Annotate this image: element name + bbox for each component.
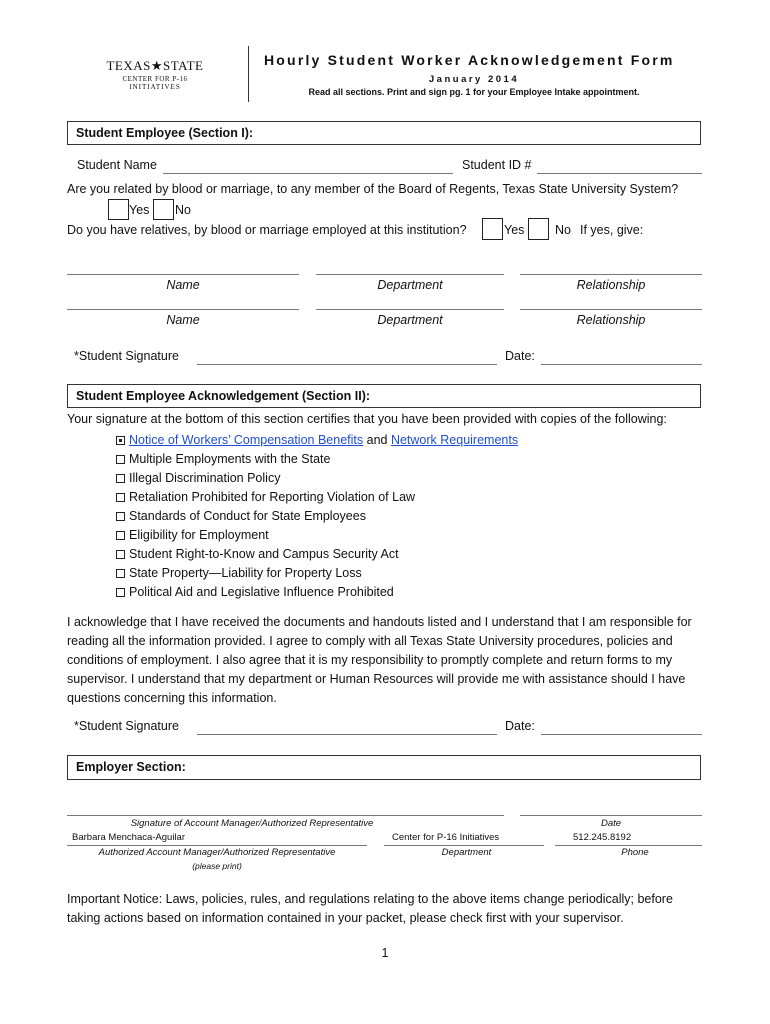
relative-1-name-caption: Name bbox=[166, 278, 200, 292]
relative-2-relationship-field[interactable] bbox=[520, 309, 702, 310]
acknowledgement-paragraph: I acknowledge that I have received the documents and handouts listed and I understand that I am responsible for reading all the information provided. I agree to comply with all Texas State University procedures, policies and conditions of employment. I also agree that it is my responsibility to promptly complete and return forms to my supervisor. I understand that my department or Human Resources will provide me with assistance should I have questions concerning this information. bbox=[67, 615, 692, 705]
department-caption: Department bbox=[441, 847, 492, 858]
employer-section-heading: Employer Section: bbox=[67, 755, 701, 780]
doc-item-checkbox[interactable] bbox=[116, 493, 125, 502]
regents-question: Are you related by blood or marriage, to any member of the Board of Regents, Texas State University System? bbox=[67, 182, 679, 196]
phone-value: 512.245.8192 bbox=[573, 832, 632, 843]
regents-no-checkbox[interactable] bbox=[153, 199, 174, 220]
doc-item-label: Multiple Employments with the State bbox=[129, 452, 331, 466]
logo-wordmark: TEXAS★STATE bbox=[106, 58, 204, 73]
doc-item bbox=[116, 585, 394, 599]
texas-state-logo bbox=[100, 58, 210, 91]
regents-no-label: No bbox=[175, 203, 191, 217]
section-1-signature-label: *Student Signature bbox=[74, 349, 179, 363]
rep-name-value: Barbara Menchaca-Aguilar bbox=[72, 832, 186, 843]
relatives-no-checkbox[interactable] bbox=[528, 218, 549, 240]
relative-2-name-field[interactable] bbox=[67, 309, 299, 310]
logo-subtitle-1: CENTER FOR P-16 bbox=[122, 75, 188, 83]
rep-name-underline bbox=[67, 845, 367, 846]
section-2-signature-label: *Student Signature bbox=[74, 719, 179, 733]
section-1-signature-field[interactable] bbox=[197, 364, 497, 365]
relative-2-department-field[interactable] bbox=[316, 309, 504, 310]
section-2-signature-field[interactable] bbox=[197, 734, 497, 735]
item-and-text: and bbox=[363, 433, 391, 447]
workers-comp-checkbox[interactable] bbox=[116, 436, 125, 445]
doc-item-label: Student Right-to-Know and Campus Security Act bbox=[129, 547, 399, 561]
relatives-question: Do you have relatives, by blood or marriage employed at this institution? bbox=[67, 223, 467, 237]
regents-yes-checkbox[interactable] bbox=[108, 199, 129, 220]
employer-date-caption: Date bbox=[600, 818, 622, 829]
regents-yes-label: Yes bbox=[129, 203, 150, 217]
doc-item-checkbox[interactable] bbox=[116, 455, 125, 464]
form-date: January 2014 bbox=[428, 74, 520, 85]
student-name-field[interactable] bbox=[163, 173, 453, 174]
doc-item-label: Eligibility for Employment bbox=[129, 528, 269, 542]
doc-item-workers-comp bbox=[116, 433, 518, 447]
relative-2-relationship-caption: Relationship bbox=[576, 313, 646, 327]
employer-date-field[interactable] bbox=[520, 815, 702, 816]
doc-item-label: Political Aid and Legislative Influence Prohibited bbox=[129, 585, 394, 599]
logo-subtitle-2: INITIATIVES bbox=[129, 83, 181, 91]
important-notice: Important Notice: Laws, policies, rules, and regulations relating to the above items change periodically; before taking actions based on information contained in your packet, please check first with your supervisor. bbox=[67, 892, 673, 925]
manager-signature-field[interactable] bbox=[67, 815, 504, 816]
phone-underline bbox=[555, 845, 702, 846]
doc-item-label: Standards of Conduct for State Employees bbox=[129, 509, 366, 523]
doc-item-checkbox[interactable] bbox=[116, 474, 125, 483]
doc-item-label: State Property—Liability for Property Loss bbox=[129, 566, 362, 580]
page-number: 1 bbox=[381, 946, 389, 960]
section-1-date-field[interactable] bbox=[541, 364, 702, 365]
doc-item-label: Illegal Discrimination Policy bbox=[129, 471, 281, 485]
section-2-intro: Your signature at the bottom of this section certifies that you have been provided with copies of the following: bbox=[67, 412, 667, 426]
please-print-note: (please print) bbox=[192, 861, 242, 871]
section-2-date-label: Date: bbox=[505, 719, 535, 733]
doc-item bbox=[116, 509, 366, 523]
doc-item bbox=[116, 566, 362, 580]
department-underline bbox=[384, 845, 544, 846]
doc-item-checkbox[interactable] bbox=[116, 550, 125, 559]
doc-item bbox=[116, 547, 399, 561]
doc-item bbox=[116, 471, 280, 485]
relative-1-department-field[interactable] bbox=[316, 274, 504, 275]
if-yes-label: If yes, give: bbox=[580, 223, 644, 237]
doc-item-checkbox[interactable] bbox=[116, 588, 125, 597]
doc-item-checkbox[interactable] bbox=[116, 569, 125, 578]
doc-item bbox=[116, 528, 269, 542]
doc-item-checkbox[interactable] bbox=[116, 512, 125, 521]
header-divider bbox=[248, 46, 249, 102]
relative-1-name-field[interactable] bbox=[67, 274, 299, 275]
student-id-field[interactable] bbox=[537, 173, 702, 174]
relative-1-relationship-caption: Relationship bbox=[576, 278, 646, 292]
relative-2-name-caption: Name bbox=[166, 313, 200, 327]
form-title: Hourly Student Worker Acknowledgement Form bbox=[264, 52, 675, 68]
section-1-heading: Student Employee (Section I): bbox=[67, 121, 701, 145]
student-id-label: Student ID # bbox=[462, 158, 532, 172]
phone-caption: Phone bbox=[621, 847, 649, 858]
workers-comp-link[interactable]: Notice of Workers’ Compensation Benefits bbox=[129, 433, 364, 447]
relatives-no-label: No bbox=[555, 223, 571, 237]
student-name-label: Student Name bbox=[77, 158, 157, 172]
relatives-yes-label: Yes bbox=[504, 223, 525, 237]
doc-item-label: Retaliation Prohibited for Reporting Violation of Law bbox=[129, 490, 416, 504]
section-1-date-label: Date: bbox=[505, 349, 535, 363]
manager-signature-caption: Signature of Account Manager/Authorized Representative bbox=[130, 818, 374, 829]
network-requirements-link[interactable]: Network Requirements bbox=[390, 433, 519, 447]
relative-1-relationship-field[interactable] bbox=[520, 274, 702, 275]
section-2-heading: Student Employee Acknowledgement (Section II): bbox=[67, 384, 701, 408]
relative-2-department-caption: Department bbox=[377, 313, 443, 327]
relatives-yes-checkbox[interactable] bbox=[482, 218, 503, 240]
doc-item-checkbox[interactable] bbox=[116, 531, 125, 540]
doc-item bbox=[116, 490, 415, 504]
section-2-date-field[interactable] bbox=[541, 734, 702, 735]
department-value: Center for P-16 Initiatives bbox=[392, 832, 500, 843]
rep-caption: Authorized Account Manager/Authorized Representative bbox=[98, 847, 336, 858]
doc-item bbox=[116, 452, 330, 466]
relative-1-department-caption: Department bbox=[377, 278, 443, 292]
form-instruction: Read all sections. Print and sign pg. 1 for your Employee Intake appointment. bbox=[308, 87, 640, 97]
